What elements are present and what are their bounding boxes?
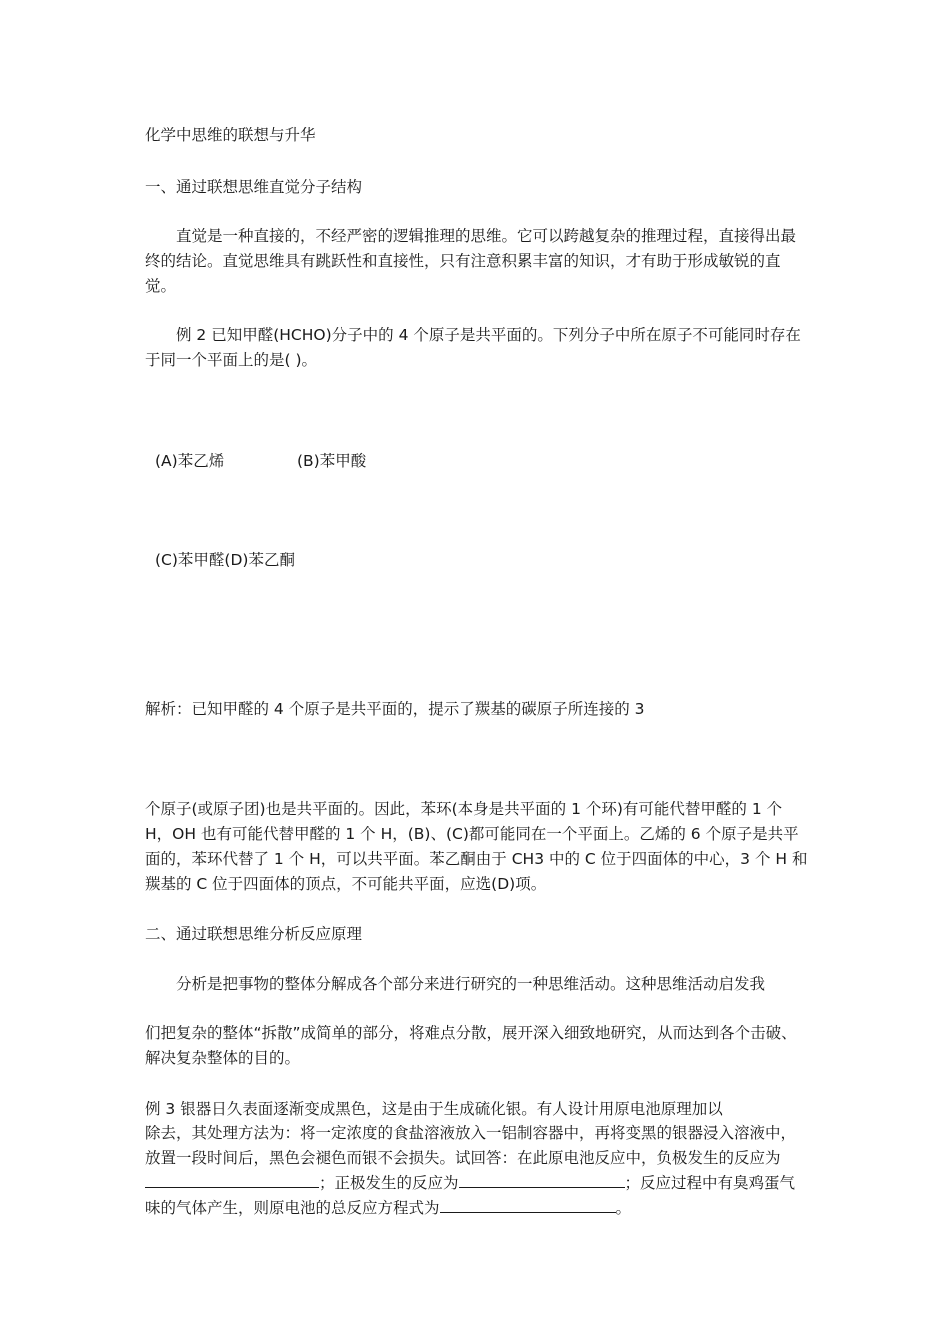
option-a: (A)苯乙烯 <box>155 452 225 470</box>
example-3-body <box>145 1121 810 1221</box>
analysis-continuation: 个原子(或原子团)也是共平面的。因此，苯环(本身是共平面的 1 个环)有可能代替甲醛的 1 个 H，OH 也有可能代替甲醛的 1 个 H，(B)、(C)都可能同在一个平面上。乙烯的 6 个原子是共平面的，苯环代替了 1 个 H，可以共平面。苯乙酮由于 CH3 中的 C 位于四面体的中心，3 个 H 和羰基的 C 位于四面体的顶点，不可能共平面，应选(D)项。 <box>145 800 808 893</box>
example-2-question: 例 2 已知甲醛(HCHO)分子中的 4 个原子是共平面的。下列分子中所在原子不可能同时存在于同一个平面上的是( )。 <box>145 326 801 369</box>
positive-electrode-answer-blank[interactable] <box>459 1171 625 1188</box>
example-3-text-a: 除去，其处理方法为：将一定浓度的食盐溶液放入一铝制容器中，再将变黑的银器浸入溶液中，放置一段时间后，黑色会褪色而银不会损失。试回答：在此原电池反应中，负极发生的反应为 <box>145 1124 797 1167</box>
section-2-paragraph-continuation: 们把复杂的整体“拆散”成简单的部分，将难点分散，展开深入细致地研究，从而达到各个击破、解决复杂整体的目的。 <box>145 1024 797 1067</box>
section-2-paragraph-line-1: 分析是把事物的整体分解成各个部分来进行研究的一种思维活动。这种思维活动启发我 <box>176 975 766 993</box>
example-3-text-b: ；正极发生的反应为 <box>319 1174 459 1192</box>
section-1-heading: 一、通过联想思维直觉分子结构 <box>145 178 363 196</box>
section-1-paragraph: 直觉是一种直接的，不经严密的逻辑推理的思维。它可以跨越复杂的推理过程，直接得出最终的结论。直觉思维具有跳跃性和直接性，只有注意积累丰富的知识，才有助于形成敏锐的直觉。 <box>145 227 797 295</box>
analysis-line-1: 解析：已知甲醛的 4 个原子是共平面的，提示了羰基的碳原子所连接的 3 <box>145 700 645 718</box>
section-2-heading: 二、通过联想思维分析反应原理 <box>145 925 363 943</box>
overall-equation-answer-blank[interactable] <box>440 1196 616 1213</box>
document-title: 化学中思维的联想与升华 <box>145 126 316 144</box>
option-b: (B)苯甲酸 <box>297 452 367 470</box>
example-3-text-c: ；反应过程中有臭鸡蛋气味的气体产生，则原电池的总反应方程式为 <box>145 1174 796 1217</box>
option-c-d: (C)苯甲醛(D)苯乙酮 <box>155 551 295 569</box>
example-3-text-d: 。 <box>615 1199 632 1217</box>
negative-electrode-answer-blank[interactable] <box>145 1171 319 1188</box>
example-3-intro: 例 3 银器日久表面逐渐变成黑色，这是由于生成硫化银。有人设计用原电池原理加以 <box>145 1100 723 1118</box>
